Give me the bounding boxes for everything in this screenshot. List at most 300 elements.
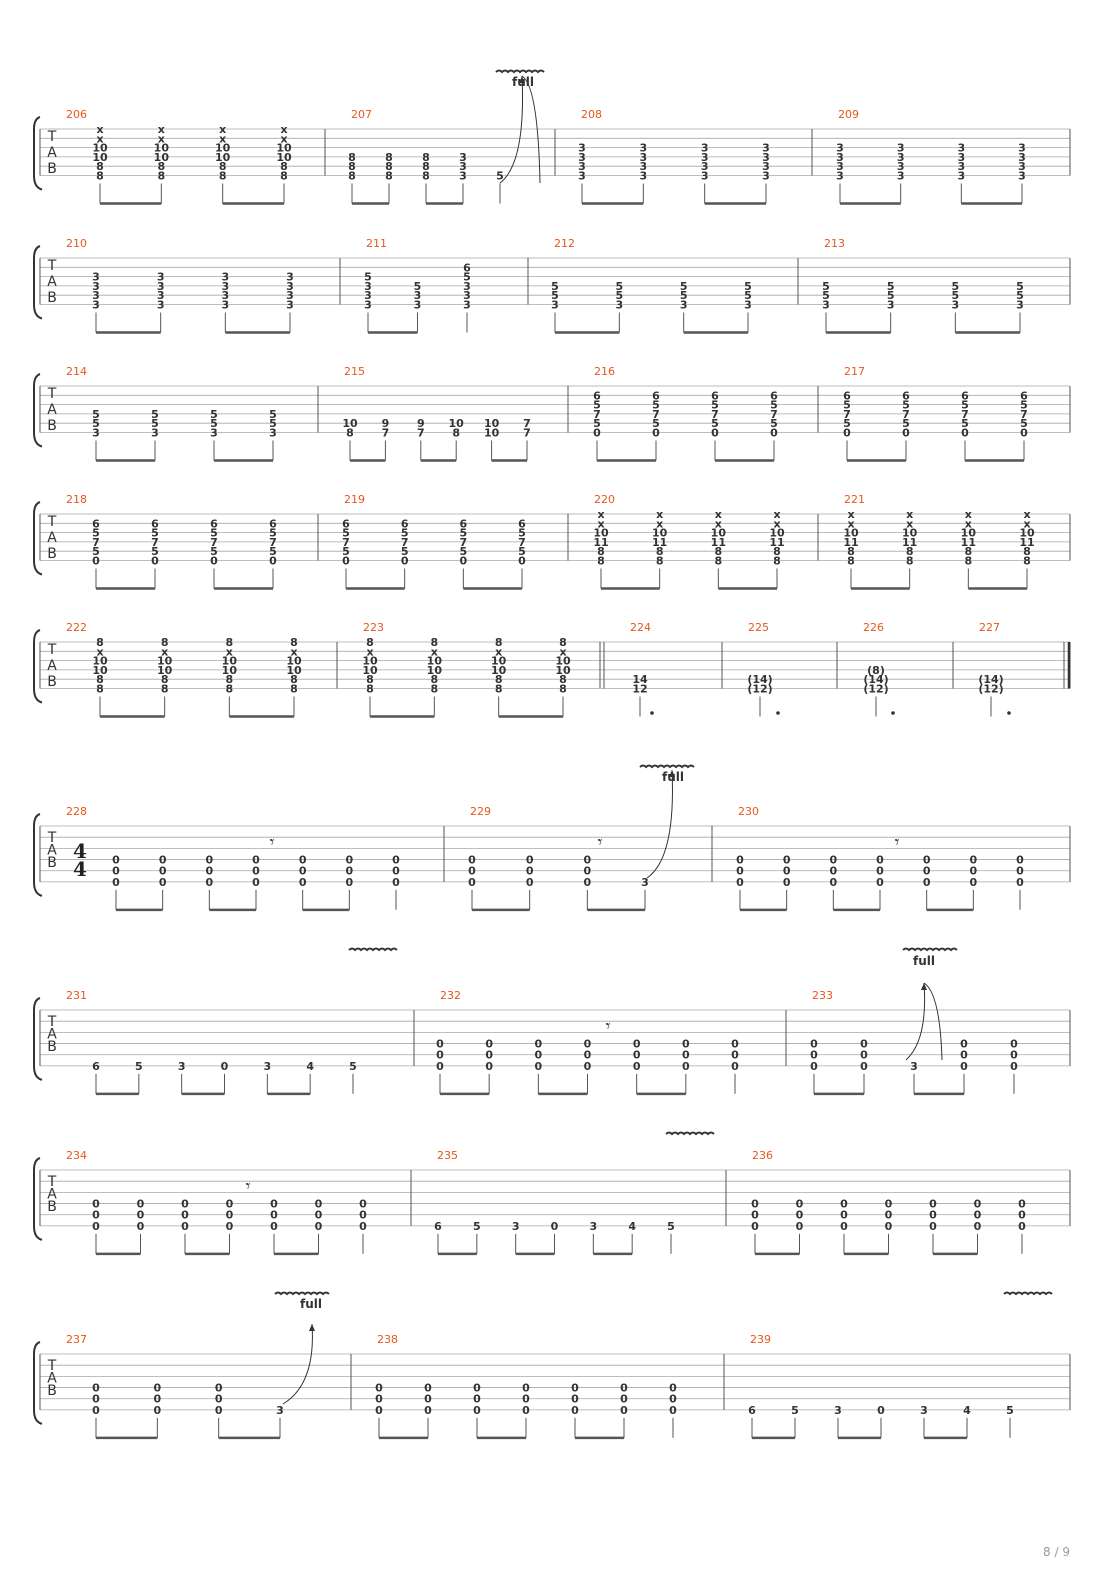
fret-number: (8) (867, 663, 885, 677)
fret-number: 5 (1016, 279, 1024, 293)
fret-number: 11 (593, 535, 609, 549)
fret-number: 0 (1016, 864, 1024, 878)
measure-number: 233 (812, 989, 833, 1002)
fret-number: 6 (400, 517, 409, 531)
fret-number: 0 (359, 1219, 367, 1233)
fret-number: 0 (782, 875, 791, 889)
fret-number: 5 (1016, 289, 1024, 303)
tab-clef-letter: T (47, 830, 57, 846)
fret-number: 8 (157, 169, 166, 183)
tab-clef-letter: B (47, 674, 57, 690)
fret-number: 3 (679, 298, 688, 312)
fret-number: 3 (364, 298, 372, 312)
fret-number: 5 (349, 1059, 357, 1073)
fret-number: 0 (922, 864, 931, 878)
fret-number: 3 (1018, 160, 1026, 174)
fret-number: 0 (522, 1381, 530, 1395)
fret-number: 0 (210, 554, 218, 568)
fret-number: (14) (863, 673, 889, 687)
fret-number: 3 (700, 141, 709, 155)
fret-number: 5 (652, 417, 660, 431)
fret-number: 0 (424, 1392, 432, 1406)
fret-number: 7 (770, 407, 778, 421)
measure-number: 209 (838, 108, 859, 121)
measure-number: 231 (66, 989, 87, 1002)
bend-label: full (300, 1297, 322, 1311)
fret-number: 0 (270, 1208, 278, 1222)
fret-number: 8 (430, 636, 439, 649)
fret-number: 7 (1020, 407, 1028, 421)
fret-number: 3 (896, 150, 905, 164)
fret-number: 0 (220, 1059, 229, 1073)
fret-number: 10 (362, 663, 378, 677)
fret-number: 0 (153, 1381, 162, 1395)
fret-number: 7 (400, 535, 409, 549)
fret-number: 7 (652, 407, 660, 421)
fret-number: 7 (523, 426, 531, 440)
fret-number: 3 (92, 426, 100, 440)
fret-number: 0 (571, 1381, 579, 1395)
measure-number: 232 (440, 989, 461, 1002)
fret-number: 0 (225, 1219, 234, 1233)
system-bracket (34, 630, 42, 703)
fret-number: 0 (298, 864, 307, 878)
fret-number: 3 (156, 289, 165, 303)
fret-number: 3 (413, 289, 422, 303)
fret-number: 0 (922, 853, 931, 867)
fret-number: 0 (969, 853, 978, 867)
fret-number: 0 (583, 864, 592, 878)
fret-number: 3 (221, 289, 230, 303)
fret-number: 0 (583, 853, 592, 867)
bend-label: full (512, 75, 534, 89)
fret-number: 0 (973, 1197, 982, 1211)
fret-number: 5 (463, 270, 471, 284)
fret-number: 3 (951, 298, 960, 312)
fret-number: 0 (810, 1059, 818, 1073)
fret-number: 0 (929, 1208, 937, 1222)
fret-number: 0 (829, 875, 838, 889)
fret-number: 7 (518, 535, 526, 549)
fret-number: 5 (342, 526, 350, 540)
fret-number: 6 (652, 389, 660, 403)
fret-number: 3 (92, 289, 100, 303)
fret-number: x (656, 517, 664, 531)
measure-number: 206 (66, 108, 87, 121)
fret-number: 10 (769, 526, 785, 540)
fret-number: 0 (840, 1219, 848, 1233)
fret-number: 3 (836, 160, 844, 174)
system-bracket (34, 246, 42, 319)
fret-number: 3 (286, 289, 294, 303)
fret-number: 3 (364, 279, 372, 293)
fret-number: 8 (290, 636, 298, 649)
fret-number: 0 (151, 554, 159, 568)
fret-number: 5 (1020, 398, 1028, 412)
fret-number: 3 (641, 875, 649, 889)
tab-clef-letter: B (47, 1198, 57, 1215)
fret-number: x (219, 132, 227, 146)
fret-number: 10 (92, 141, 108, 155)
fret-number: 0 (522, 1403, 530, 1417)
fret-number: 0 (669, 1392, 677, 1406)
fret-number: 5 (400, 545, 409, 559)
fret-number: 3 (896, 169, 905, 183)
fret-number: 0 (829, 864, 838, 878)
fret-number: 5 (92, 526, 100, 540)
bend-curve (500, 76, 523, 183)
fret-number: 6 (463, 261, 471, 275)
fret-number: 5 (593, 398, 601, 412)
fret-number: 5 (843, 398, 851, 412)
fret-number: 10 (221, 663, 237, 677)
fret-number: 0 (810, 1037, 818, 1051)
fret-number: 0 (153, 1403, 162, 1417)
fret-number: 5 (413, 279, 422, 293)
fret-number: 8 (366, 636, 374, 649)
fret-number: 0 (632, 1048, 641, 1062)
fret-number: 5 (269, 545, 277, 559)
fret-number: 5 (342, 545, 350, 559)
tab-clef-letter: T (47, 258, 57, 274)
fret-number: 8 (96, 160, 104, 174)
fret-number: x (96, 123, 104, 136)
fret-number: 0 (345, 853, 354, 867)
fret-number: 8 (348, 160, 356, 174)
fret-number: 7 (416, 426, 425, 440)
fret-number: 0 (112, 864, 120, 878)
fret-number: 3 (578, 160, 586, 174)
fret-number: 10 (652, 526, 668, 540)
fret-number: 8 (157, 160, 166, 174)
fret-number: 5 (1006, 1403, 1014, 1417)
measure-number: 230 (738, 805, 759, 818)
fret-number: 0 (436, 1037, 444, 1051)
fret-number: 11 (652, 535, 668, 549)
tab-clef-letter: A (47, 658, 57, 674)
fret-number: 3 (762, 160, 770, 174)
fret-number: 5 (770, 398, 778, 412)
staccato-dot (1007, 711, 1011, 715)
fret-number: 0 (136, 1197, 145, 1211)
fret-number: 0 (1016, 875, 1024, 889)
bend-arrowhead (309, 1324, 315, 1331)
bend-label: full (913, 954, 935, 968)
fret-number: 0 (525, 853, 534, 867)
bend-label: full (662, 770, 684, 784)
fret-number: 0 (1020, 426, 1028, 440)
fret-number: 3 (822, 298, 830, 312)
fret-number: x (964, 508, 972, 521)
fret-number: 10 (555, 654, 571, 668)
fret-number: 0 (860, 1059, 868, 1073)
fret-number: 10 (555, 663, 571, 677)
fret-number: 7 (269, 535, 277, 549)
fret-number: 8 (494, 636, 503, 649)
tab-clef-letter: T (47, 642, 57, 658)
fret-number: 4 (963, 1403, 971, 1417)
fret-number: 0 (181, 1219, 189, 1233)
fret-number: 0 (620, 1403, 628, 1417)
fret-number: 3 (1018, 141, 1026, 155)
fret-number: 0 (736, 853, 744, 867)
fret-number: x (96, 132, 104, 146)
fret-number: 3 (459, 160, 467, 174)
fret-number: 6 (459, 517, 468, 531)
fret-number: 7 (902, 407, 910, 421)
fret-number: 0 (632, 1059, 641, 1073)
fret-number: 0 (136, 1219, 145, 1233)
fret-number: 10 (92, 150, 108, 164)
fret-number: 11 (710, 535, 726, 549)
fret-number: x (290, 645, 298, 659)
measure-number: 223 (363, 621, 384, 634)
measure-number: 226 (863, 621, 884, 634)
fret-number: 8 (96, 673, 104, 687)
fret-number: 5 (151, 417, 159, 431)
fret-number: 3 (910, 1059, 918, 1073)
fret-number: 8 (773, 554, 781, 568)
fret-number: x (964, 517, 972, 531)
fret-number: 0 (876, 864, 884, 878)
fret-number: 11 (843, 535, 859, 549)
fret-number: 5 (770, 417, 778, 431)
measure-number: 221 (844, 493, 865, 506)
fret-number: 10 (276, 141, 292, 155)
fret-number: 0 (92, 1197, 100, 1211)
fret-number: 5 (496, 169, 504, 183)
fret-number: 0 (252, 864, 260, 878)
fret-number: 3 (886, 298, 895, 312)
fret-number: 5 (473, 1219, 481, 1233)
fret-number: 3 (639, 141, 648, 155)
fret-number: 5 (822, 279, 830, 293)
fret-number: 7 (523, 417, 531, 431)
fret-number: 3 (920, 1403, 928, 1417)
fret-number: 6 (961, 389, 969, 403)
fret-number: 3 (957, 169, 966, 183)
fret-number: 0 (682, 1037, 690, 1051)
fret-number: 0 (400, 554, 409, 568)
fret-number: 3 (156, 298, 165, 312)
fret-number: 10 (902, 526, 918, 540)
fret-number: 0 (782, 853, 791, 867)
fret-number: 8 (430, 673, 439, 687)
tab-clef-letter: T (47, 514, 57, 530)
fret-number: 6 (843, 389, 851, 403)
fret-number: 0 (571, 1392, 579, 1406)
fret-number: 0 (840, 1197, 848, 1211)
fret-number: 11 (769, 535, 785, 549)
fret-number: 0 (843, 426, 851, 440)
fret-number: 10 (286, 663, 302, 677)
fret-number: 0 (298, 875, 307, 889)
tab-clef-letter: A (47, 1186, 57, 1203)
fret-number: 0 (485, 1059, 493, 1073)
fret-number: 6 (770, 389, 778, 403)
fret-number: 5 (961, 417, 969, 431)
fret-number: 5 (135, 1059, 143, 1073)
fret-number: 0 (1018, 1197, 1026, 1211)
fret-number: 8 (225, 682, 234, 696)
fret-number: 5 (92, 417, 100, 431)
fret-number: 0 (751, 1219, 759, 1233)
fret-number: 8 (655, 545, 664, 559)
measure-number: 208 (581, 108, 602, 121)
fret-number: 3 (286, 279, 294, 293)
fret-number: 10 (215, 141, 231, 155)
fret-number: 3 (463, 298, 471, 312)
fret-number: 0 (583, 1059, 592, 1073)
fret-number: 5 (902, 417, 910, 431)
measure-number: 212 (554, 237, 575, 250)
fret-number: 3 (286, 298, 294, 312)
staccato-dot (891, 711, 895, 715)
fret-number: 5 (269, 407, 277, 421)
fret-number: 11 (1019, 535, 1035, 549)
measure-number: 217 (844, 365, 865, 378)
fret-number: 0 (571, 1403, 579, 1417)
fret-number: 8 (160, 636, 169, 649)
fret-number: 3 (762, 141, 770, 155)
fret-number: 10 (491, 654, 507, 668)
fret-number: 3 (413, 298, 422, 312)
fret-number: 0 (829, 853, 838, 867)
fret-number: x (495, 645, 503, 659)
fret-number: 5 (951, 289, 960, 303)
fret-number: x (1023, 517, 1031, 531)
fret-number: 0 (270, 1219, 278, 1233)
measure-number: 238 (377, 1333, 398, 1346)
fret-number: 0 (225, 1197, 234, 1211)
fret-number: 0 (375, 1381, 383, 1395)
fret-number: 7 (843, 407, 851, 421)
fret-number: x (225, 645, 233, 659)
fret-number: 3 (459, 150, 467, 164)
fret-number: 5 (92, 545, 100, 559)
fret-number: 0 (270, 1197, 278, 1211)
fret-number: (12) (863, 682, 889, 696)
tab-clef-letter: B (47, 290, 57, 306)
fret-number: 0 (214, 1381, 223, 1395)
fret-number: 3 (700, 169, 709, 183)
tab-clef-letter: B (47, 1038, 57, 1055)
fret-number: (14) (747, 673, 773, 687)
fret-number: (12) (978, 682, 1004, 696)
fret-number: 0 (153, 1392, 162, 1406)
fret-number: 3 (269, 426, 277, 440)
fret-number: 8 (773, 545, 781, 559)
fret-number: 0 (860, 1048, 868, 1062)
fret-number: 0 (473, 1403, 481, 1417)
fret-number: 3 (589, 1219, 598, 1233)
fret-number: 3 (459, 169, 467, 183)
measure-number: 211 (366, 237, 387, 250)
fret-number: 7 (210, 535, 218, 549)
fret-number: 8 (964, 554, 973, 568)
fret-number: 10 (593, 526, 609, 540)
fret-number: 8 (422, 169, 430, 183)
fret-number: x (559, 645, 567, 659)
fret-number: 10 (491, 663, 507, 677)
measure-number: 236 (752, 1149, 773, 1162)
fret-number: x (157, 123, 165, 136)
fret-number: 0 (632, 1037, 641, 1051)
vibrato-mark (349, 949, 397, 951)
staccato-dot (650, 711, 654, 715)
fret-number: 0 (436, 1059, 444, 1073)
fret-number: 3 (896, 160, 905, 174)
vibrato-mark (1004, 1293, 1052, 1295)
tab-clef-letter: A (47, 145, 57, 161)
eighth-rest: 𝄾 (245, 1176, 251, 1197)
fret-number: x (906, 508, 914, 521)
fret-number: 10 (710, 526, 726, 540)
fret-number: 0 (731, 1037, 739, 1051)
fret-number: 8 (559, 673, 567, 687)
fret-number: 0 (225, 1208, 234, 1222)
fret-number: 0 (620, 1392, 628, 1406)
fret-number: x (430, 645, 438, 659)
fret-number: 0 (876, 853, 884, 867)
measure-number: 235 (437, 1149, 458, 1162)
bend-curve (647, 770, 672, 878)
fret-number: 0 (884, 1219, 893, 1233)
fret-number: 0 (345, 864, 354, 878)
fret-number: 0 (711, 426, 719, 440)
bend-curve (283, 1324, 312, 1404)
fret-number: 5 (902, 398, 910, 412)
fret-number: 3 (700, 160, 709, 174)
vibrato-mark (666, 1133, 714, 1135)
eighth-rest: 𝄾 (605, 1016, 611, 1037)
fret-number: 6 (434, 1219, 442, 1233)
fret-number: 0 (795, 1208, 804, 1222)
measure-number: 227 (979, 621, 1000, 634)
fret-number: x (597, 517, 605, 531)
fret-number: 5 (210, 545, 218, 559)
fret-number: 8 (346, 426, 354, 440)
fret-number: 5 (791, 1403, 799, 1417)
fret-number: 9 (416, 417, 425, 431)
fret-number: 8 (348, 169, 356, 183)
fret-number: 0 (736, 864, 744, 878)
fret-number: 0 (1016, 853, 1024, 867)
fret-number: 0 (731, 1059, 739, 1073)
fret-number: 8 (905, 545, 914, 559)
fret-number: 5 (961, 398, 969, 412)
fret-number: 10 (426, 654, 442, 668)
fret-number: 8 (597, 554, 605, 568)
measure-number: 216 (594, 365, 615, 378)
fret-number: 8 (964, 545, 973, 559)
fret-number: 10 (342, 417, 358, 431)
fret-number: 3 (463, 279, 471, 293)
release-curve (522, 76, 540, 183)
fret-number: (14) (978, 673, 1004, 687)
vibrato-mark (496, 71, 544, 73)
fret-number: 5 (593, 417, 601, 431)
measure-number: 214 (66, 365, 87, 378)
tab-clef-letter: A (47, 1370, 57, 1387)
fret-number: 0 (525, 864, 534, 878)
fret-number: 0 (1010, 1048, 1018, 1062)
fret-number: 10 (92, 663, 108, 677)
fret-number: x (714, 517, 722, 531)
fret-number: 0 (1010, 1059, 1018, 1073)
fret-number: 8 (160, 682, 169, 696)
fret-number: 6 (593, 389, 601, 403)
